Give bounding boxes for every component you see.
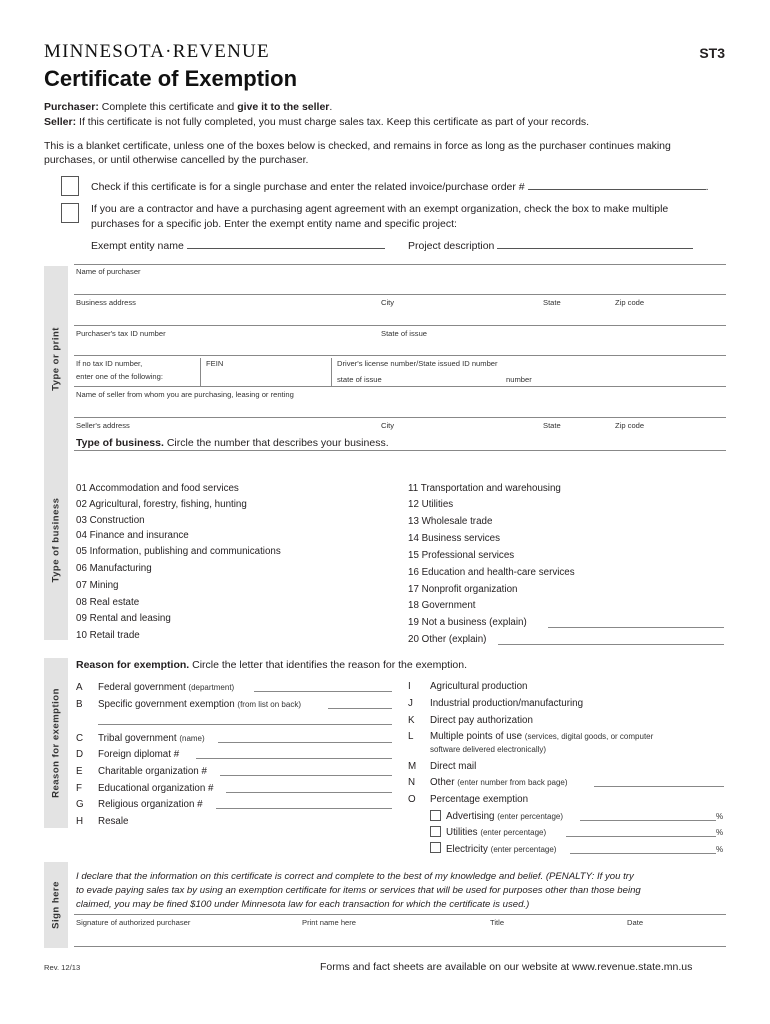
title-label: Title: [490, 918, 505, 927]
blanket-text-line2: purchases, or until otherwise cancelled by the purchaser.: [44, 154, 309, 166]
business-option-17[interactable]: 17 Nonprofit organization: [408, 584, 518, 595]
business-option-05[interactable]: 05 Information, publishing and communications: [76, 546, 281, 557]
signature-label: Signature of authorized purchaser: [76, 918, 191, 927]
business-option-03[interactable]: 03 Construction: [76, 515, 145, 526]
electricity-checkbox[interactable]: [430, 842, 441, 853]
project-description-field[interactable]: [497, 239, 693, 249]
divider: [74, 914, 726, 915]
divider: [331, 358, 332, 386]
business-address-label: Business address: [76, 298, 136, 307]
seller-state-label: State: [543, 421, 561, 430]
city-label: City: [381, 298, 395, 307]
dl-state-of-issue-label: state of issue: [337, 375, 382, 384]
utilities-label: Utilities (enter percentage): [446, 827, 547, 838]
id-number-field[interactable]: [74, 386, 726, 387]
business-option-11[interactable]: 11 Transportation and warehousing: [408, 483, 561, 494]
type-of-business-sidebar: Type of business: [44, 440, 68, 640]
business-option-09[interactable]: 09 Rental and leasing: [76, 613, 171, 624]
reason-d[interactable]: D Foreign diplomat #: [76, 749, 180, 760]
page-title: Certificate of Exemption: [44, 66, 298, 91]
purchaser-tax-id-field[interactable]: [74, 355, 726, 356]
single-purchase-checkbox[interactable]: [61, 176, 79, 196]
purchaser-tax-id-label: Purchaser's tax ID number: [76, 329, 166, 338]
business-option-04[interactable]: 04 Finance and insurance: [76, 530, 189, 541]
seller-address-field[interactable]: [74, 450, 726, 451]
zip-code-label: Zip code: [615, 298, 645, 307]
business-address-field[interactable]: [74, 325, 726, 326]
signature-field[interactable]: [74, 946, 726, 947]
exempt-entity-label: Exempt entity name: [91, 239, 385, 252]
print-name-label: Print name here: [302, 918, 357, 927]
reason-k[interactable]: K Direct pay authorization: [408, 715, 533, 726]
reason-n-field[interactable]: [594, 786, 724, 787]
website-note: Forms and fact sheets are available on our website at www.revenue.state.mn.us: [320, 961, 693, 973]
advertising-percent-field[interactable]: [580, 820, 716, 821]
reason-h[interactable]: H Resale: [76, 816, 129, 827]
reason-i[interactable]: I Agricultural production: [408, 681, 528, 692]
seller-zip-label: Zip code: [615, 421, 645, 430]
name-of-purchaser-field[interactable]: [74, 294, 726, 295]
exempt-entity-field[interactable]: [187, 239, 385, 249]
blanket-text-line1: This is a blanket certificate, unless one of the boxes below is checked, and remains in force as long as the purchaser continues making: [44, 140, 671, 152]
reason-f-field[interactable]: [226, 792, 392, 793]
reason-c[interactable]: C Tribal government (name): [76, 733, 205, 744]
electricity-label: Electricity (enter percentage): [446, 844, 557, 855]
reason-b-field[interactable]: [328, 708, 392, 709]
no-tax-id-label-line2: enter one of the following:: [76, 372, 163, 381]
reason-e-field[interactable]: [220, 775, 392, 776]
seller-city-label: City: [381, 421, 395, 430]
reason-d-field[interactable]: [196, 758, 392, 759]
purchaser-instruction: Purchaser: Complete this certificate and give it to the seller.: [44, 101, 333, 113]
business-option-06[interactable]: 06 Manufacturing: [76, 563, 152, 574]
reason-f[interactable]: F Educational organization #: [76, 783, 214, 794]
utilities-checkbox[interactable]: [430, 826, 441, 837]
brand-logo: MINNESOTA·REVENUE: [44, 41, 270, 62]
reason-heading: Reason for exemption. Circle the letter that identifies the reason for the exemption.: [76, 659, 468, 671]
explain-field-20[interactable]: [498, 644, 724, 645]
reason-g[interactable]: G Religious organization #: [76, 799, 203, 810]
state-label: State: [543, 298, 561, 307]
reason-n[interactable]: N Other (enter number from back page): [408, 777, 568, 788]
reason-sidebar: Reason for exemption: [44, 658, 68, 828]
business-option-13[interactable]: 13 Wholesale trade: [408, 516, 493, 527]
declaration-line2: to evade paying sales tax by using an exemption certificate for items or services that will be used for purposes other than those being: [76, 885, 641, 896]
dl-number-label: number: [506, 375, 532, 384]
reason-m[interactable]: M Direct mail: [408, 761, 477, 772]
invoice-number-field[interactable]: [528, 180, 706, 190]
revision-label: Rev. 12/13: [44, 963, 81, 972]
drivers-license-label: Driver's license number/State issued ID number: [337, 359, 498, 368]
declaration-line3: claimed, you may be fined $100 under Minnesota law for each transaction for which the certificate is used.): [76, 899, 530, 910]
date-label: Date: [627, 918, 644, 927]
seller-name-field[interactable]: [74, 417, 726, 418]
reason-o[interactable]: O Percentage exemption: [408, 794, 529, 805]
business-option-19[interactable]: 19 Not a business (explain): [408, 617, 527, 628]
no-tax-id-label-line1: If no tax ID number,: [76, 359, 143, 368]
state-of-issue-label: State of issue: [381, 329, 428, 338]
business-option-12[interactable]: 12 Utilities: [408, 499, 454, 510]
percent-sign: %: [716, 845, 724, 854]
contractor-label-line2: purchases for a specific job. Enter the exempt entity name and specific project:: [91, 218, 457, 230]
seller-address-label: Seller's address: [76, 421, 130, 430]
percent-sign: %: [716, 812, 724, 821]
project-description-label: Project description: [408, 239, 693, 252]
reason-g-field[interactable]: [216, 808, 392, 809]
reason-e[interactable]: E Charitable organization #: [76, 766, 207, 777]
type-or-print-sidebar: Type or print: [44, 266, 68, 452]
sign-here-sidebar: Sign here: [44, 862, 68, 948]
business-option-20[interactable]: 20 Other (explain): [408, 634, 487, 645]
reason-b[interactable]: B Specific government exemption (from list on back): [76, 699, 301, 710]
percent-sign: %: [716, 828, 724, 837]
utilities-percent-field[interactable]: [566, 836, 716, 837]
business-option-16[interactable]: 16 Education and health-care services: [408, 567, 575, 578]
advertising-label: Advertising (enter percentage): [446, 811, 564, 822]
contractor-checkbox[interactable]: [61, 203, 79, 223]
business-option-07[interactable]: 07 Mining: [76, 580, 119, 591]
electricity-percent-field[interactable]: [570, 853, 716, 854]
fein-label: FEIN: [206, 359, 224, 368]
reason-l[interactable]: L Multiple points of use (services, digital goods, or computer: [408, 731, 654, 742]
reason-a-field[interactable]: [254, 691, 392, 692]
business-option-14[interactable]: 14 Business services: [408, 533, 501, 544]
reason-l-note: software delivered electronically): [430, 745, 547, 754]
divider: [74, 264, 726, 265]
business-heading: Type of business. Circle the number that describes your business.: [76, 437, 389, 449]
explain-field-19[interactable]: [548, 627, 724, 628]
business-option-08[interactable]: 08 Real estate: [76, 597, 140, 608]
declaration-line1: I declare that the information on this certificate is correct and complete to the best of my knowledge and belief. (PENALTY: If you try: [76, 871, 634, 882]
form-number: ST3: [699, 45, 725, 61]
reason-b-field-2[interactable]: [98, 724, 392, 725]
business-option-02[interactable]: 02 Agricultural, forestry, fishing, hunting: [76, 499, 247, 510]
divider: [200, 358, 201, 386]
business-option-18[interactable]: 18 Government: [408, 600, 476, 611]
business-option-01[interactable]: 01 Accommodation and food services: [76, 483, 239, 494]
seller-name-label: Name of seller from whom you are purchasing, leasing or renting: [76, 390, 294, 399]
reason-j[interactable]: J Industrial production/manufacturing: [408, 698, 584, 709]
business-option-10[interactable]: 10 Retail trade: [76, 630, 140, 641]
name-of-purchaser-label: Name of purchaser: [76, 267, 141, 276]
contractor-label-line1: If you are a contractor and have a purchasing agent agreement with an exempt organization, check the box to make multiple: [91, 203, 669, 215]
reason-c-field[interactable]: [218, 742, 392, 743]
single-purchase-label: Check if this certificate is for a single purchase and enter the related invoice/purchase order # .: [91, 181, 709, 193]
business-option-15[interactable]: 15 Professional services: [408, 550, 515, 561]
reason-a[interactable]: A Federal government (department): [76, 682, 235, 693]
seller-instruction: Seller: If this certificate is not fully completed, you must charge sales tax. Keep this certificate as part of your records.: [44, 116, 590, 128]
advertising-checkbox[interactable]: [430, 810, 441, 821]
